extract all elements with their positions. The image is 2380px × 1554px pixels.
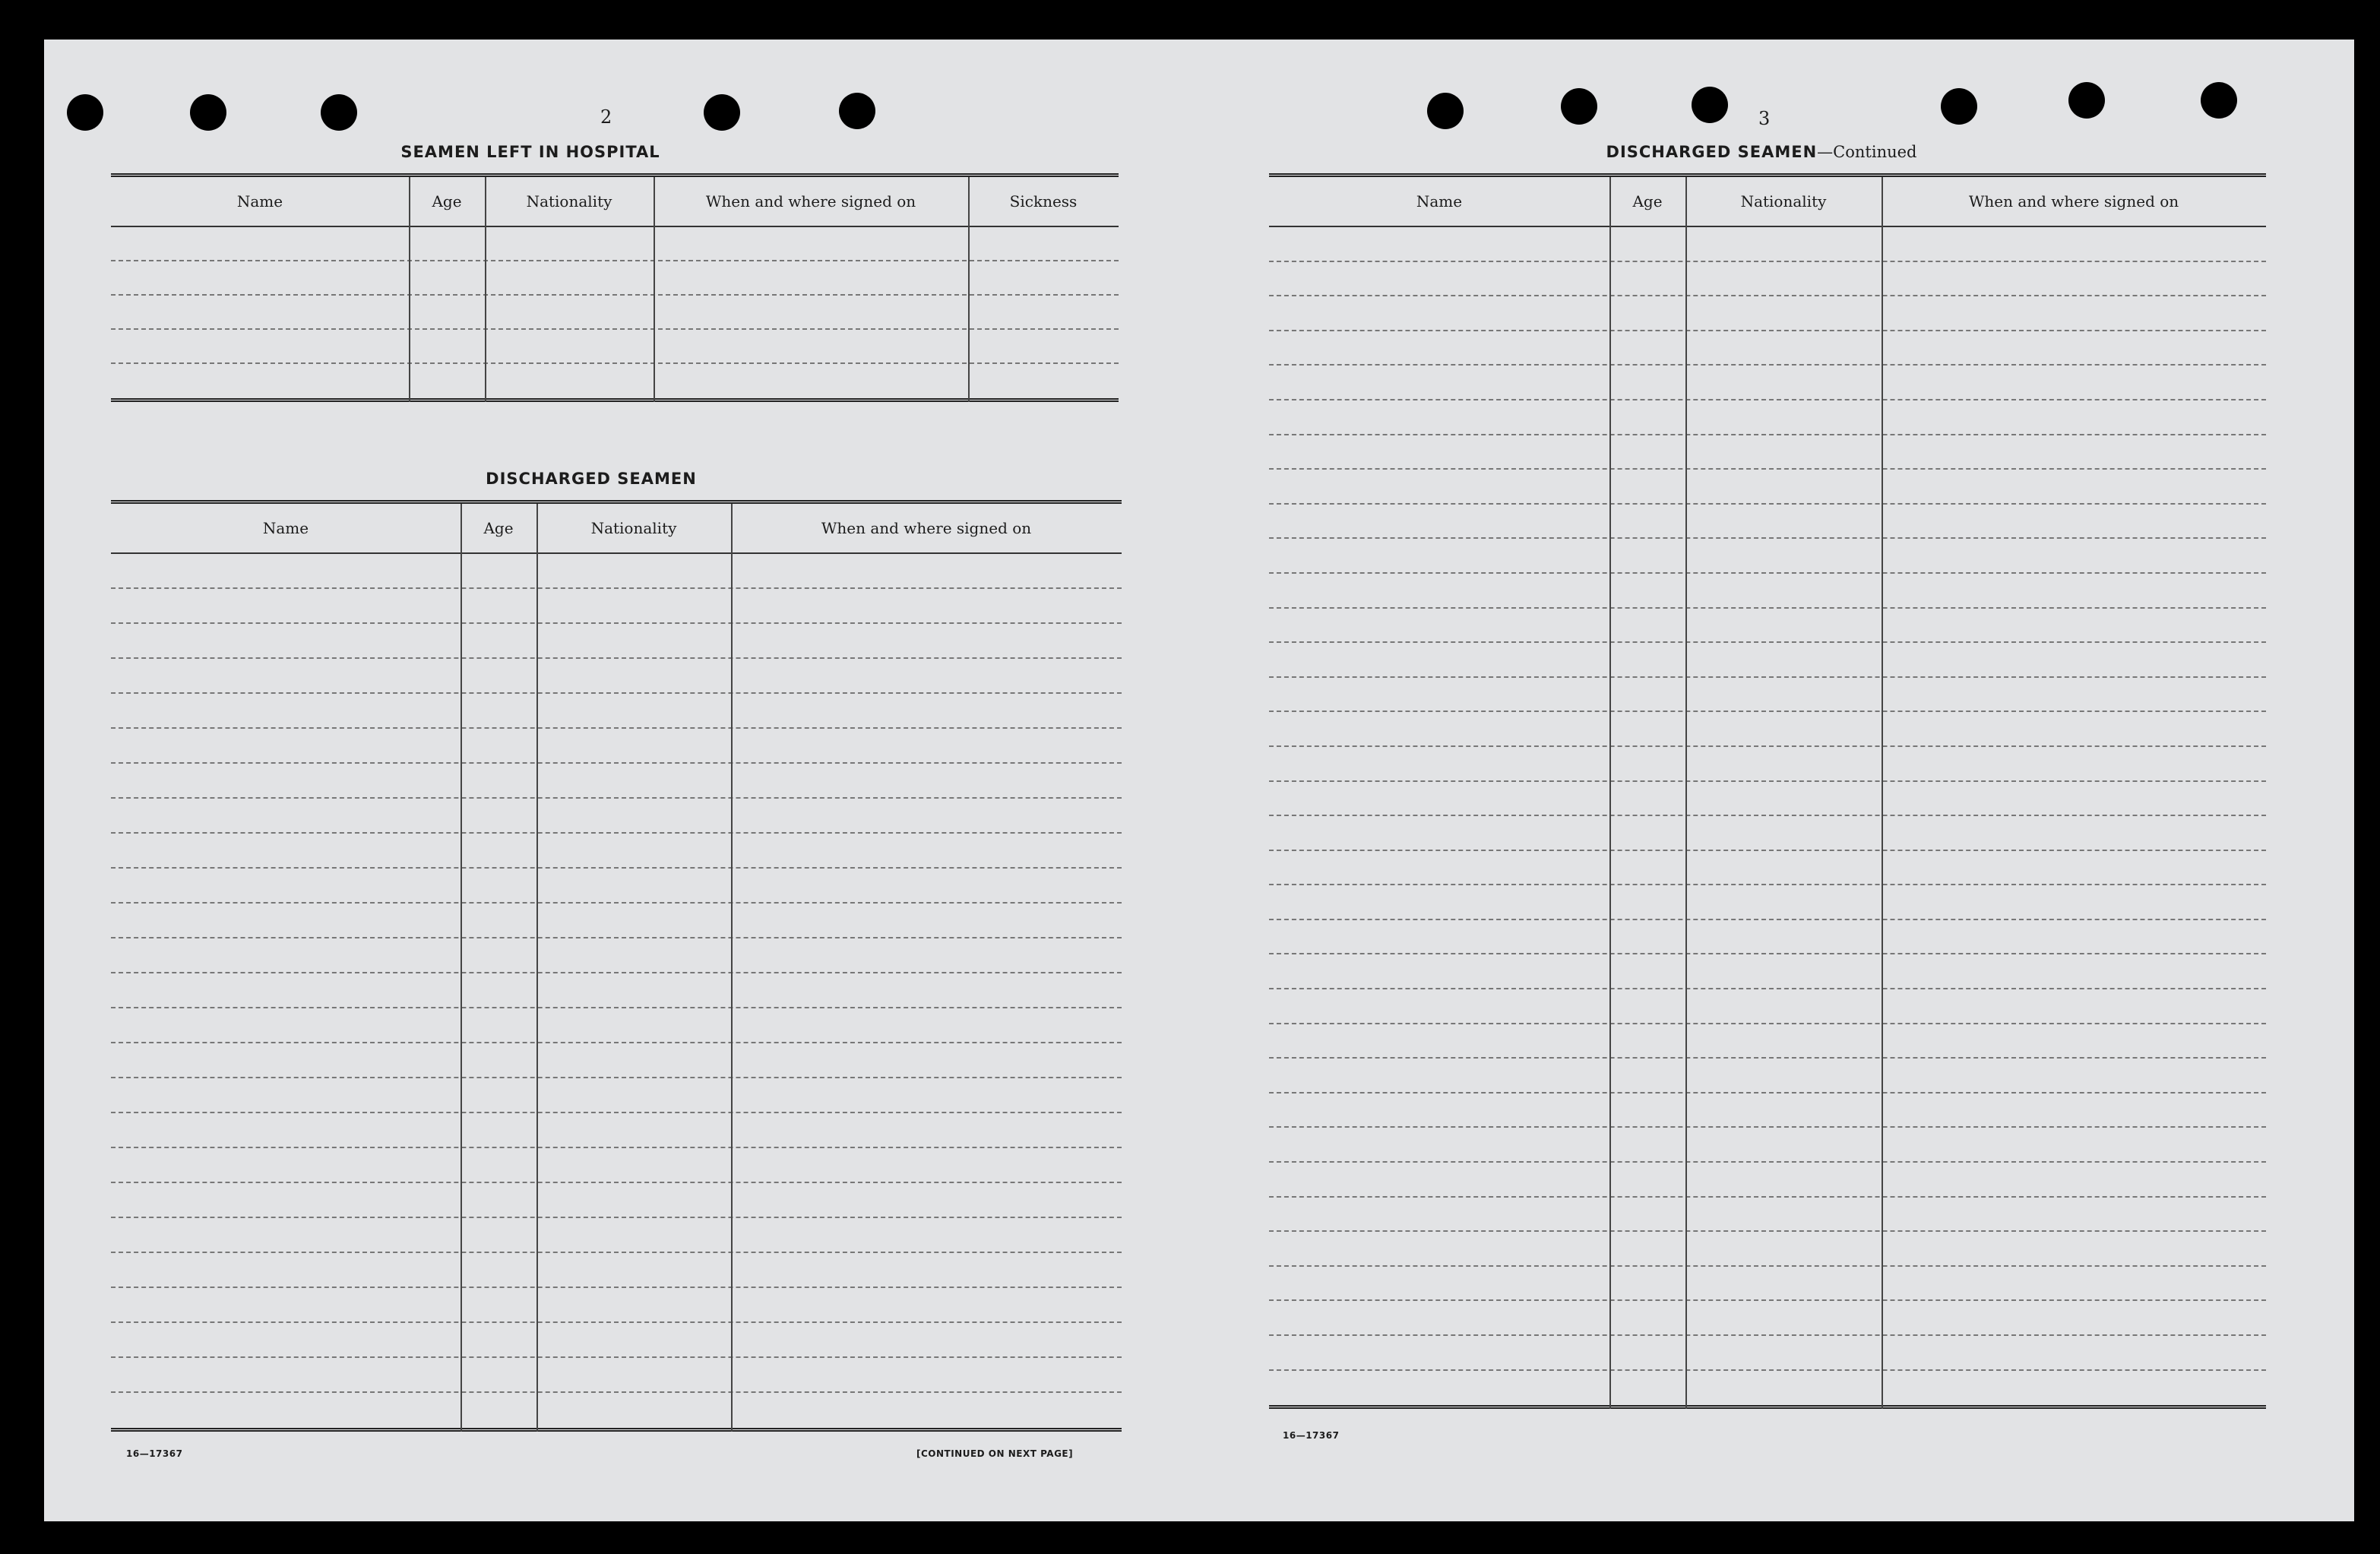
column-divider bbox=[460, 504, 462, 1432]
punch-hole bbox=[1692, 87, 1728, 123]
table-row bbox=[111, 694, 1122, 729]
table-row bbox=[1269, 1371, 2266, 1406]
table-row bbox=[1269, 609, 2266, 644]
punch-hole bbox=[2068, 82, 2105, 119]
table-row bbox=[111, 973, 1122, 1008]
table-row bbox=[111, 834, 1122, 869]
table-row bbox=[1269, 920, 2266, 955]
table-row bbox=[111, 659, 1122, 694]
continued-suffix: —Continued bbox=[1817, 143, 1917, 161]
table-row bbox=[1269, 1336, 2266, 1371]
table-row bbox=[1269, 989, 2266, 1024]
table-row bbox=[111, 869, 1122, 904]
column-divider bbox=[409, 177, 410, 402]
table-row bbox=[1269, 296, 2266, 331]
punch-hole bbox=[1427, 93, 1464, 129]
table-row bbox=[1269, 1267, 2266, 1302]
table-row bbox=[1269, 331, 2266, 366]
table-row bbox=[1269, 539, 2266, 574]
form-number-left: 16—17367 bbox=[126, 1448, 183, 1459]
discharged-table-right-rows bbox=[1269, 227, 2266, 1405]
table-row bbox=[1269, 712, 2266, 747]
table-row bbox=[111, 624, 1122, 659]
table-row bbox=[111, 1043, 1122, 1078]
column-divider bbox=[1609, 177, 1611, 1409]
column-header-signed-on: When and where signed on bbox=[705, 192, 916, 210]
discharged-table-left-rows bbox=[111, 554, 1122, 1428]
table-row bbox=[111, 1358, 1122, 1393]
table-row bbox=[111, 1183, 1122, 1218]
column-header-name: Name bbox=[262, 519, 309, 537]
table-row bbox=[111, 904, 1122, 938]
table-row bbox=[1269, 400, 2266, 435]
discharged-table-right bbox=[1269, 173, 2266, 1409]
discharged-table-right-header bbox=[1269, 177, 2266, 227]
table-row bbox=[1269, 505, 2266, 540]
table-row bbox=[111, 1078, 1122, 1113]
table-row bbox=[1269, 227, 2266, 262]
column-divider bbox=[654, 177, 655, 402]
column-divider bbox=[1882, 177, 1883, 1409]
table-row bbox=[1269, 747, 2266, 782]
column-header-signed-on: When and where signed on bbox=[821, 519, 1032, 537]
punch-hole bbox=[190, 94, 226, 131]
column-header-name: Name bbox=[1416, 192, 1463, 210]
table-row bbox=[111, 1148, 1122, 1183]
form-number-right: 16—17367 bbox=[1283, 1430, 1340, 1441]
table-row bbox=[111, 1393, 1122, 1428]
document-sheet bbox=[44, 40, 2354, 1521]
column-header-age: Age bbox=[1632, 192, 1663, 210]
table-row bbox=[1269, 1093, 2266, 1128]
table-row bbox=[1269, 782, 2266, 817]
discharged-section-title-right bbox=[1549, 143, 1974, 161]
punch-hole bbox=[67, 94, 103, 131]
table-bottom-rule bbox=[1269, 1405, 2266, 1409]
discharged-title-text: DISCHARGED SEAMEN bbox=[1606, 143, 1818, 161]
table-row bbox=[111, 1113, 1122, 1148]
table-bottom-rule bbox=[111, 1428, 1122, 1432]
table-row bbox=[1269, 1301, 2266, 1336]
discharged-section-title-left: DISCHARGED SEAMEN bbox=[486, 470, 697, 488]
hospital-section-title: SEAMEN LEFT IN HOSPITAL bbox=[400, 143, 660, 161]
discharged-table-left bbox=[111, 500, 1122, 1432]
punch-hole bbox=[2201, 82, 2237, 119]
column-divider bbox=[536, 504, 538, 1432]
column-divider bbox=[1685, 177, 1687, 1409]
table-row bbox=[1269, 678, 2266, 713]
table-row bbox=[111, 554, 1122, 589]
column-divider bbox=[485, 177, 486, 402]
column-header-nationality: Nationality bbox=[1740, 192, 1827, 210]
table-row bbox=[1269, 885, 2266, 920]
continued-note: [CONTINUED ON NEXT PAGE] bbox=[916, 1448, 1074, 1459]
table-row bbox=[1269, 366, 2266, 400]
table-row bbox=[111, 1218, 1122, 1253]
page-number-left: 2 bbox=[600, 106, 612, 128]
page-number-right: 3 bbox=[1758, 108, 1771, 129]
table-row bbox=[111, 1253, 1122, 1288]
table-row bbox=[111, 764, 1122, 799]
column-header-sickness: Sickness bbox=[1009, 192, 1078, 210]
table-row bbox=[1269, 851, 2266, 886]
table-row bbox=[111, 799, 1122, 834]
column-header-name: Name bbox=[236, 192, 283, 210]
punch-hole bbox=[321, 94, 357, 131]
column-header-nationality: Nationality bbox=[526, 192, 612, 210]
punch-hole bbox=[704, 94, 740, 131]
punch-hole bbox=[1561, 88, 1597, 125]
table-row bbox=[1269, 574, 2266, 609]
column-header-signed-on: When and where signed on bbox=[1968, 192, 2179, 210]
punch-hole bbox=[839, 93, 875, 129]
table-row bbox=[1269, 954, 2266, 989]
table-row bbox=[111, 1008, 1122, 1043]
table-row bbox=[1269, 1198, 2266, 1233]
table-row bbox=[111, 1288, 1122, 1323]
table-row bbox=[111, 1323, 1122, 1358]
table-row bbox=[1269, 435, 2266, 470]
table-row bbox=[1269, 1163, 2266, 1198]
hospital-table bbox=[111, 173, 1119, 402]
table-row bbox=[111, 589, 1122, 624]
table-row bbox=[1269, 1128, 2266, 1163]
table-row bbox=[1269, 1232, 2266, 1267]
column-divider bbox=[731, 504, 733, 1432]
column-header-age: Age bbox=[432, 192, 462, 210]
table-row bbox=[1269, 816, 2266, 851]
column-header-nationality: Nationality bbox=[590, 519, 677, 537]
column-divider bbox=[968, 177, 970, 402]
table-row bbox=[1269, 1024, 2266, 1059]
table-row bbox=[1269, 470, 2266, 505]
table-row bbox=[1269, 262, 2266, 297]
table-row bbox=[111, 938, 1122, 973]
discharged-table-left-header bbox=[111, 504, 1122, 554]
table-row bbox=[1269, 1059, 2266, 1093]
punch-hole bbox=[1941, 88, 1977, 125]
table-row bbox=[111, 729, 1122, 764]
column-header-age: Age bbox=[483, 519, 514, 537]
table-row bbox=[1269, 643, 2266, 678]
